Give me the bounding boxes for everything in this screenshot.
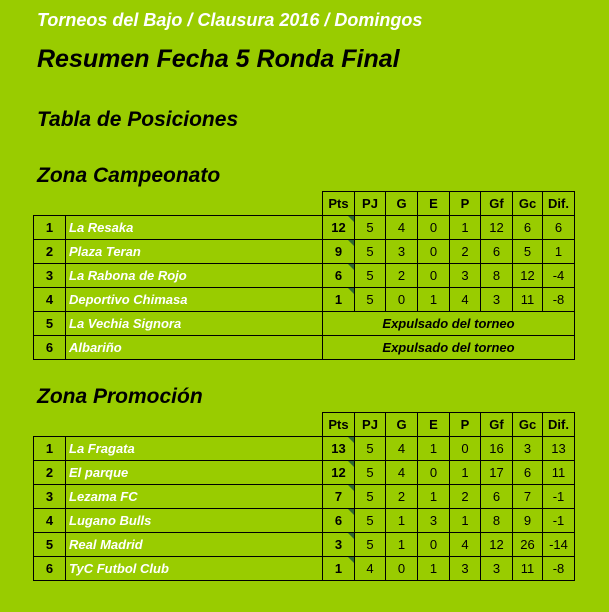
table-header-row [34, 413, 575, 437]
column-header-pts: Pts [323, 413, 355, 437]
comment-marker-icon [348, 509, 354, 515]
gf-cell: 12 [481, 216, 513, 240]
comment-marker-icon [348, 557, 354, 563]
team-name-cell: Lugano Bulls [66, 509, 323, 533]
table-row [34, 264, 575, 288]
comment-marker-icon [348, 461, 354, 467]
position-cell: 2 [34, 240, 66, 264]
team-name-cell: Albariño [66, 336, 323, 360]
position-cell: 3 [34, 264, 66, 288]
table-row [34, 288, 575, 312]
p-cell: 0 [450, 437, 481, 461]
dif-cell: -1 [543, 509, 575, 533]
page-title: Resumen Fecha 5 Ronda Final [37, 45, 400, 73]
dif-cell: -4 [543, 264, 575, 288]
column-header-pj: PJ [355, 192, 386, 216]
column-header-p: P [450, 192, 481, 216]
team-name-cell: La Fragata [66, 437, 323, 461]
dif-cell: 11 [543, 461, 575, 485]
header-spacer [66, 192, 323, 216]
g-cell: 2 [386, 264, 418, 288]
column-header-gf: Gf [481, 413, 513, 437]
column-header-e: E [418, 192, 450, 216]
position-cell: 1 [34, 437, 66, 461]
table-row [34, 485, 575, 509]
team-name-cell: Plaza Teran [66, 240, 323, 264]
gf-cell: 3 [481, 288, 513, 312]
gf-cell: 3 [481, 557, 513, 581]
column-header-g: G [386, 192, 418, 216]
expelled-note-cell: Expulsado del torneo [323, 312, 575, 336]
column-header-p: P [450, 413, 481, 437]
g-cell: 0 [386, 288, 418, 312]
g-cell: 4 [386, 216, 418, 240]
header-spacer [34, 413, 66, 437]
gc-cell: 7 [513, 485, 543, 509]
gf-cell: 16 [481, 437, 513, 461]
p-cell: 2 [450, 485, 481, 509]
e-cell: 0 [418, 264, 450, 288]
banner-text: Torneos del Bajo / Clausura 2016 / Domingos [37, 10, 423, 30]
position-cell: 2 [34, 461, 66, 485]
gf-cell: 6 [481, 240, 513, 264]
points-value: 12 [331, 220, 346, 235]
dif-cell: -1 [543, 485, 575, 509]
pts-cell [323, 533, 355, 557]
points-value: 9 [334, 244, 343, 259]
points-value: 1 [334, 292, 343, 307]
team-name-cell: TyC Futbol Club [66, 557, 323, 581]
pj-cell: 5 [355, 240, 386, 264]
team-name-cell: Real Madrid [66, 533, 323, 557]
gc-cell: 9 [513, 509, 543, 533]
table-row [34, 557, 575, 581]
position-cell: 3 [34, 485, 66, 509]
column-header-gc: Gc [513, 192, 543, 216]
points-value: 6 [334, 268, 343, 283]
p-cell: 1 [450, 509, 481, 533]
p-cell: 3 [450, 557, 481, 581]
comment-marker-icon [348, 437, 354, 443]
pj-cell: 5 [355, 437, 386, 461]
column-header-pj: PJ [355, 413, 386, 437]
pts-cell [323, 264, 355, 288]
expelled-note-cell: Expulsado del torneo [323, 336, 575, 360]
e-cell: 1 [418, 557, 450, 581]
p-cell: 1 [450, 216, 481, 240]
team-name-cell: La Vechia Signora [66, 312, 323, 336]
dif-cell: -14 [543, 533, 575, 557]
points-value: 3 [334, 537, 343, 552]
dif-cell: 6 [543, 216, 575, 240]
e-cell: 1 [418, 485, 450, 509]
g-cell: 4 [386, 437, 418, 461]
table-header-row [34, 192, 575, 216]
table-row [34, 216, 575, 240]
e-cell: 0 [418, 240, 450, 264]
gf-cell: 8 [481, 264, 513, 288]
p-cell: 4 [450, 533, 481, 557]
comment-marker-icon [348, 485, 354, 491]
header-spacer [66, 413, 323, 437]
comment-marker-icon [348, 216, 354, 222]
points-value: 1 [334, 561, 343, 576]
g-cell: 3 [386, 240, 418, 264]
section-title: Tabla de Posiciones [37, 108, 239, 131]
table-row [34, 461, 575, 485]
p-cell: 4 [450, 288, 481, 312]
column-header-pts: Pts [323, 192, 355, 216]
e-cell: 1 [418, 437, 450, 461]
gf-cell: 8 [481, 509, 513, 533]
team-name-cell: El parque [66, 461, 323, 485]
g-cell: 4 [386, 461, 418, 485]
table-row [34, 312, 575, 336]
p-cell: 2 [450, 240, 481, 264]
team-name-cell: La Rabona de Rojo [66, 264, 323, 288]
g-cell: 1 [386, 509, 418, 533]
header-spacer [34, 192, 66, 216]
comment-marker-icon [348, 533, 354, 539]
pj-cell: 5 [355, 288, 386, 312]
position-cell: 5 [34, 533, 66, 557]
position-cell: 1 [34, 216, 66, 240]
points-value: 6 [334, 513, 343, 528]
team-name-cell: La Resaka [66, 216, 323, 240]
g-cell: 1 [386, 533, 418, 557]
dif-cell: 1 [543, 240, 575, 264]
points-value: 12 [331, 465, 346, 480]
pts-cell [323, 240, 355, 264]
points-value: 13 [331, 441, 346, 456]
zone-title-promocion: Zona Promoción [37, 385, 203, 408]
pts-cell [323, 557, 355, 581]
gf-cell: 6 [481, 485, 513, 509]
g-cell: 0 [386, 557, 418, 581]
gc-cell: 11 [513, 288, 543, 312]
e-cell: 0 [418, 533, 450, 557]
comment-marker-icon [348, 288, 354, 294]
column-header-dif: Dif. [543, 413, 575, 437]
pts-cell [323, 485, 355, 509]
table-row [34, 240, 575, 264]
team-name-cell: Lezama FC [66, 485, 323, 509]
column-header-dif: Dif. [543, 192, 575, 216]
pj-cell: 5 [355, 485, 386, 509]
gc-cell: 6 [513, 216, 543, 240]
p-cell: 3 [450, 264, 481, 288]
pj-cell: 4 [355, 557, 386, 581]
pj-cell: 5 [355, 461, 386, 485]
pts-cell [323, 288, 355, 312]
position-cell: 5 [34, 312, 66, 336]
e-cell: 0 [418, 461, 450, 485]
gc-cell: 5 [513, 240, 543, 264]
e-cell: 3 [418, 509, 450, 533]
table-row [34, 336, 575, 360]
pts-cell [323, 509, 355, 533]
standings-table-promocion [33, 412, 575, 581]
gf-cell: 12 [481, 533, 513, 557]
pts-cell [323, 437, 355, 461]
e-cell: 0 [418, 216, 450, 240]
gc-cell: 11 [513, 557, 543, 581]
position-cell: 6 [34, 336, 66, 360]
position-cell: 6 [34, 557, 66, 581]
standings-table-campeonato [33, 191, 575, 360]
pj-cell: 5 [355, 264, 386, 288]
pts-cell [323, 216, 355, 240]
dif-cell: -8 [543, 288, 575, 312]
comment-marker-icon [348, 240, 354, 246]
dif-cell: -8 [543, 557, 575, 581]
table-row [34, 533, 575, 557]
gc-cell: 6 [513, 461, 543, 485]
team-name-cell: Deportivo Chimasa [66, 288, 323, 312]
column-header-gc: Gc [513, 413, 543, 437]
position-cell: 4 [34, 288, 66, 312]
pj-cell: 5 [355, 533, 386, 557]
column-header-g: G [386, 413, 418, 437]
gc-cell: 12 [513, 264, 543, 288]
column-header-gf: Gf [481, 192, 513, 216]
gc-cell: 26 [513, 533, 543, 557]
dif-cell: 13 [543, 437, 575, 461]
points-value: 7 [334, 489, 343, 504]
p-cell: 1 [450, 461, 481, 485]
g-cell: 2 [386, 485, 418, 509]
comment-marker-icon [348, 264, 354, 270]
pj-cell: 5 [355, 216, 386, 240]
table-row [34, 437, 575, 461]
e-cell: 1 [418, 288, 450, 312]
position-cell: 4 [34, 509, 66, 533]
pts-cell [323, 461, 355, 485]
pj-cell: 5 [355, 509, 386, 533]
zone-title-campeonato: Zona Campeonato [37, 164, 221, 187]
column-header-e: E [418, 413, 450, 437]
gf-cell: 17 [481, 461, 513, 485]
gc-cell: 3 [513, 437, 543, 461]
table-row [34, 509, 575, 533]
